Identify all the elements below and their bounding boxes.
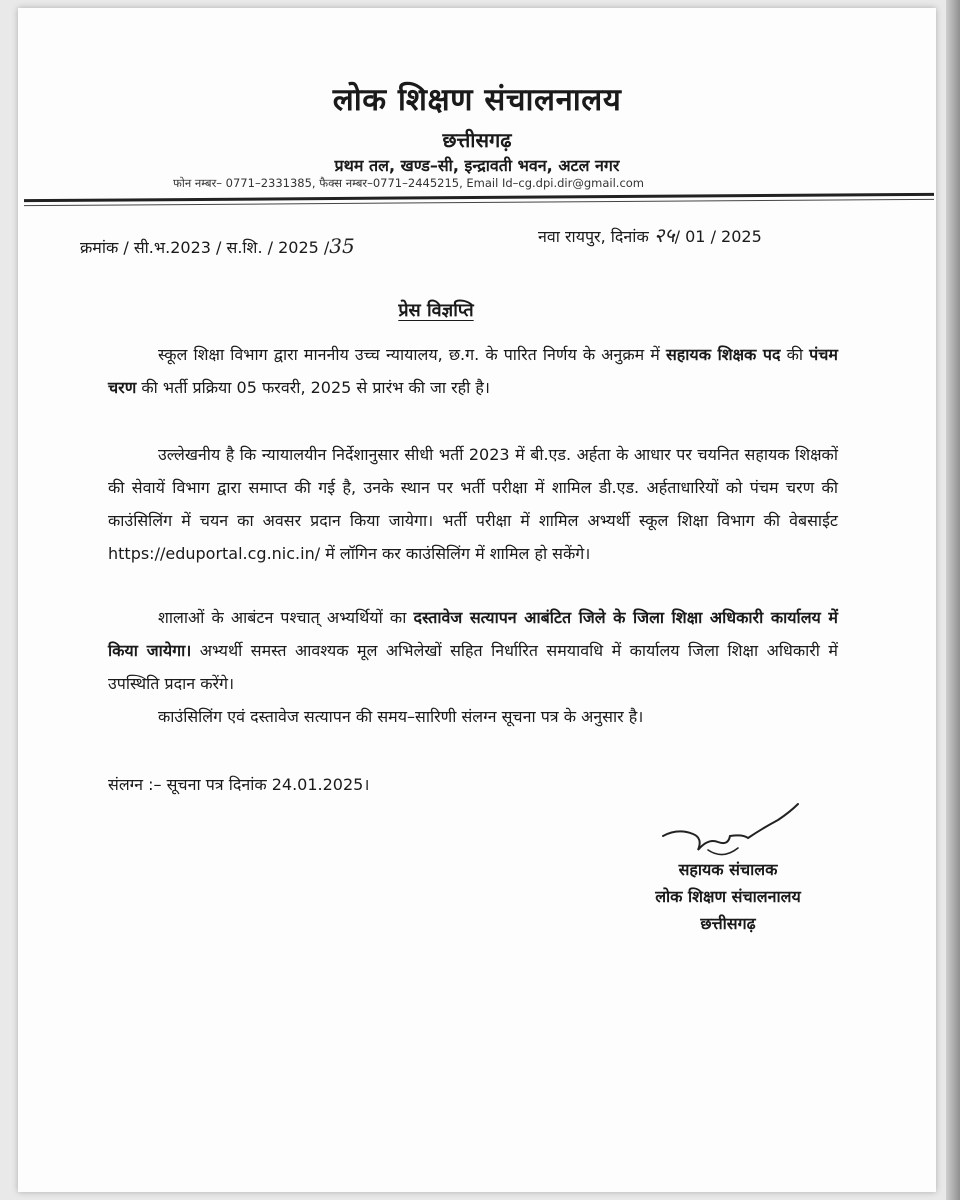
reference-number <box>80 234 355 258</box>
press-release-heading-text: प्रेस विज्ञप्ति <box>398 300 474 321</box>
document-page <box>18 8 936 1192</box>
reference-handwritten-number: 35 <box>329 234 355 258</box>
letter-date <box>538 221 762 248</box>
para1-text-3: की भर्ती प्रक्रिया 05 फरवरी, 2025 से प्रारंभ की जा रही है। <box>136 378 490 397</box>
page-edge-shadow <box>946 0 960 1200</box>
paragraph-2: उल्लेखनीय है कि न्यायालयीन निर्देशानुसार सीधी भर्ती 2023 में बी.एड. अर्हता के आधार पर चयनित सहायक शिक्षकों की सेवायें विभाग द्वारा समाप्त की गई है, उनके स्थान पर भर्ती परीक्षा में शामिल डी.एड. अर्हताधारियों को पंचम चरण की काउंसिलिंग में चयन का अवसर प्रदान किया जायेगा। भर्ती परीक्षा में शामिल अभ्यर्थी स्कूल शिक्षा विभाग की वेबसाईट https://eduportal.cg.nic.in/ में लॉगिन कर काउंसिलिंग में शामिल हो सकेंगे। <box>108 445 838 563</box>
signatory-office: लोक शिक्षण संचालनालय <box>655 887 801 906</box>
paragraph-4: काउंसिलिंग एवं दस्तावेज सत्यापन की समय–सारिणी संलग्न सूचना पत्र के अनुसार है। <box>158 707 644 726</box>
para1-text-2: की <box>780 345 810 364</box>
date-handwritten-day: २५ <box>653 223 675 247</box>
enclosure-note: संलग्न :– सूचना पत्र दिनांक 24.01.2025। <box>108 775 370 794</box>
signatory-designation: सहायक संचालक <box>678 860 778 879</box>
date-rest: / 01 / 2025 <box>674 227 762 246</box>
office-title: लोक शिक्षण संचालनालय <box>332 82 622 118</box>
para1-text: स्कूल शिक्षा विभाग द्वारा माननीय उच्च न्यायालय, छ.ग. के पारित निर्णय के अनुक्रम में <box>158 345 666 364</box>
date-prefix: नवा रायपुर, दिनांक <box>538 227 649 246</box>
press-release-heading <box>18 298 854 322</box>
office-address: प्रथम तल, खण्ड–सी, इन्द्रावती भवन, अटल नगर <box>334 156 620 175</box>
office-contact: फोन नम्बर– 0771–2331385, फैक्स नम्बर–0771–2445215, Email Id–cg.dpi.dir@gmail.com <box>173 176 645 190</box>
paragraph-3 <box>108 601 838 700</box>
para3-bold: दस्तावेज सत्यापन आबंटित जिले के जिला शिक्षा अधिकारी कार्यालय में किया जायेगा। <box>108 608 838 660</box>
para1-bold-phase: पंचम चरण <box>108 345 838 397</box>
signatory-state: छत्तीसगढ़ <box>700 914 756 933</box>
office-state: छत्तीसगढ़ <box>442 128 512 152</box>
para1-bold-post: सहायक शिक्षक पद <box>665 345 781 364</box>
para3-text: शालाओं के आबंटन पश्चात् अभ्यर्थियों का <box>158 608 414 627</box>
para3-text-2: अभ्यर्थी समस्त आवश्यक मूल अभिलेखों सहित निर्धारित समयावधि में कार्यालय जिला शिक्षा अधिकारी में उपस्थिति प्रदान करेंगे। <box>108 641 838 693</box>
paragraph-1 <box>108 338 838 404</box>
reference-prefix: क्रमांक / सी.भ.2023 / स.शि. / 2025 / <box>80 238 330 257</box>
